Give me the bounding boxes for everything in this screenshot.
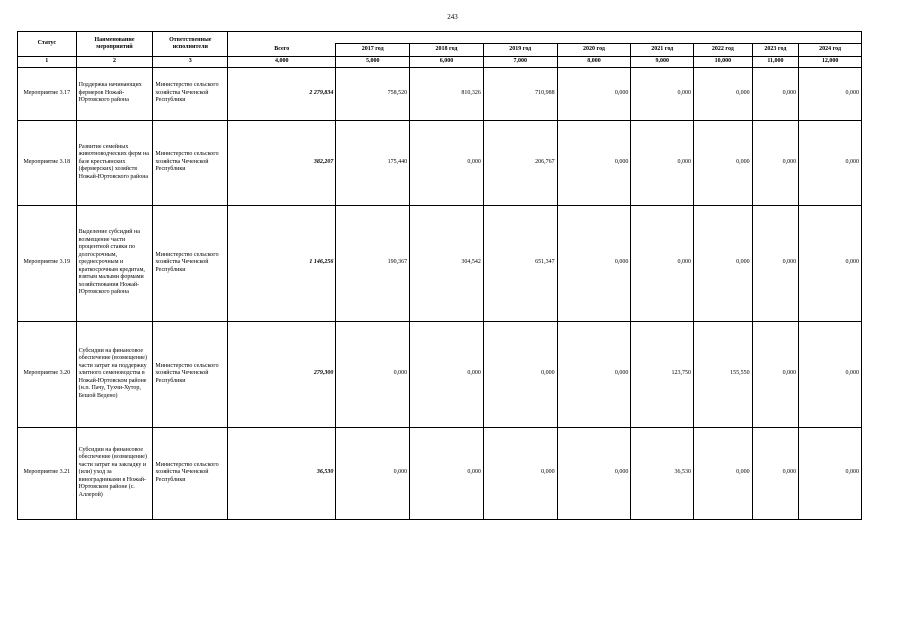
row-year-value: 0,000 — [752, 67, 798, 120]
row-year-value: 0,000 — [799, 427, 862, 519]
row-year-value: 0,000 — [410, 321, 484, 427]
row-total: 382,207 — [228, 120, 336, 205]
row-activity: Выделение субсидий на возмещение части процентной ставки по долгосрочным, среднесрочным и краткосрочным кредитам, взятым малыми формами хозяйствования Ножай-Юртовского района — [76, 205, 153, 321]
row-year-value: 0,000 — [410, 427, 484, 519]
column-number: 4,000 — [228, 57, 336, 68]
row-year-value: 0,000 — [752, 321, 798, 427]
row-year-value: 0,000 — [557, 120, 631, 205]
row-executor: Министерство сельского хозяйства Чеченской Республики — [153, 67, 228, 120]
row-executor: Министерство сельского хозяйства Чеченской Республики — [153, 321, 228, 427]
column-number: 2 — [76, 57, 153, 68]
row-year-value: 0,000 — [752, 120, 798, 205]
row-year-value: 0,000 — [752, 205, 798, 321]
row-year-value: 0,000 — [483, 427, 557, 519]
column-number: 12,000 — [799, 57, 862, 68]
row-year-value: 0,000 — [799, 321, 862, 427]
column-number: 10,000 — [694, 57, 753, 68]
row-year-value: 758,520 — [336, 67, 410, 120]
header-year: 2024 год — [799, 44, 862, 57]
header-year: 2019 год — [483, 44, 557, 57]
row-year-value: 0,000 — [557, 67, 631, 120]
row-year-value: 0,000 — [799, 205, 862, 321]
row-year-value: 0,000 — [557, 205, 631, 321]
row-activity: Поддержка начинающих фермеров Ножай-Юртовского района — [76, 67, 153, 120]
column-number: 3 — [153, 57, 228, 68]
row-year-value: 175,440 — [336, 120, 410, 205]
row-total: 2 279,834 — [228, 67, 336, 120]
column-numbers-row — [18, 57, 862, 68]
row-year-value: 0,000 — [694, 120, 753, 205]
row-year-value: 0,000 — [483, 321, 557, 427]
row-year-value: 206,767 — [483, 120, 557, 205]
header-year: 2022 год — [694, 44, 753, 57]
column-number: 9,000 — [631, 57, 694, 68]
row-year-value: 0,000 — [694, 67, 753, 120]
header-total: Всего — [228, 44, 336, 57]
header-status: Статус — [18, 32, 77, 57]
row-year-value: 0,000 — [694, 205, 753, 321]
row-year-value: 0,000 — [557, 321, 631, 427]
header-activity: Наименование мероприятий — [76, 32, 153, 57]
row-total: 1 146,256 — [228, 205, 336, 321]
row-year-value: 710,988 — [483, 67, 557, 120]
column-number: 8,000 — [557, 57, 631, 68]
column-number: 11,000 — [752, 57, 798, 68]
row-total: 279,300 — [228, 321, 336, 427]
row-executor: Министерство сельского хозяйства Чеченской Республики — [153, 205, 228, 321]
row-activity: Субсидии на финансовое обеспечение (возмещение) части затрат на закладку и (или) уход за виноградниками в Ножай-Юртовском районе (с. Аллерой) — [76, 427, 153, 519]
row-status: Мероприятие 3.18 — [18, 120, 77, 205]
column-number: 1 — [18, 57, 77, 68]
row-year-value: 810,326 — [410, 67, 484, 120]
table-row — [18, 120, 862, 205]
header-year: 2017 год — [336, 44, 410, 57]
table-row — [18, 321, 862, 427]
page-number: 243 — [447, 13, 458, 21]
column-number: 6,000 — [410, 57, 484, 68]
row-year-value: 0,000 — [799, 67, 862, 120]
row-activity: Субсидии на финансовое обеспечение (возмещение) части затрат на поддержку элитного семеноводства в Ножай-Юртовском районе (н.п. Пачу, Тухчи-Хутор, Бешой Ведено) — [76, 321, 153, 427]
row-executor: Министерство сельского хозяйства Чеченской Республики — [153, 427, 228, 519]
budget-table — [17, 31, 862, 520]
row-year-value: 0,000 — [694, 427, 753, 519]
header-year: 2023 год — [752, 44, 798, 57]
row-year-value: 0,000 — [631, 67, 694, 120]
row-status: Мероприятие 3.17 — [18, 67, 77, 120]
header-executors: Ответственные исполнители — [153, 32, 228, 57]
row-year-value: 155,550 — [694, 321, 753, 427]
row-year-value: 123,750 — [631, 321, 694, 427]
table-row — [18, 205, 862, 321]
row-year-value: 0,000 — [557, 427, 631, 519]
row-year-value: 0,000 — [631, 205, 694, 321]
row-status: Мероприятие 3.21 — [18, 427, 77, 519]
row-activity: Развитие семейных животноводческих ферм на базе крестьянских (фермерских) хозяйств Ножай-Юртовского района — [76, 120, 153, 205]
row-year-value: 190,367 — [336, 205, 410, 321]
column-number: 7,000 — [483, 57, 557, 68]
row-status: Мероприятие 3.20 — [18, 321, 77, 427]
row-executor: Министерство сельского хозяйства Чеченской Республики — [153, 120, 228, 205]
row-year-value: 304,542 — [410, 205, 484, 321]
row-year-value: 651,347 — [483, 205, 557, 321]
row-year-value: 0,000 — [410, 120, 484, 205]
table-row — [18, 67, 862, 120]
row-year-value: 0,000 — [336, 321, 410, 427]
row-year-value: 0,000 — [631, 120, 694, 205]
row-status: Мероприятие 3.19 — [18, 205, 77, 321]
header-year: 2018 год — [410, 44, 484, 57]
row-total: 36,530 — [228, 427, 336, 519]
header-spacer — [228, 32, 862, 44]
table-row — [18, 427, 862, 519]
row-year-value: 0,000 — [336, 427, 410, 519]
header-year: 2021 год — [631, 44, 694, 57]
header-row — [18, 32, 862, 44]
row-year-value: 0,000 — [752, 427, 798, 519]
header-year: 2020 год — [557, 44, 631, 57]
row-year-value: 0,000 — [799, 120, 862, 205]
column-number: 5,000 — [336, 57, 410, 68]
row-year-value: 36,530 — [631, 427, 694, 519]
